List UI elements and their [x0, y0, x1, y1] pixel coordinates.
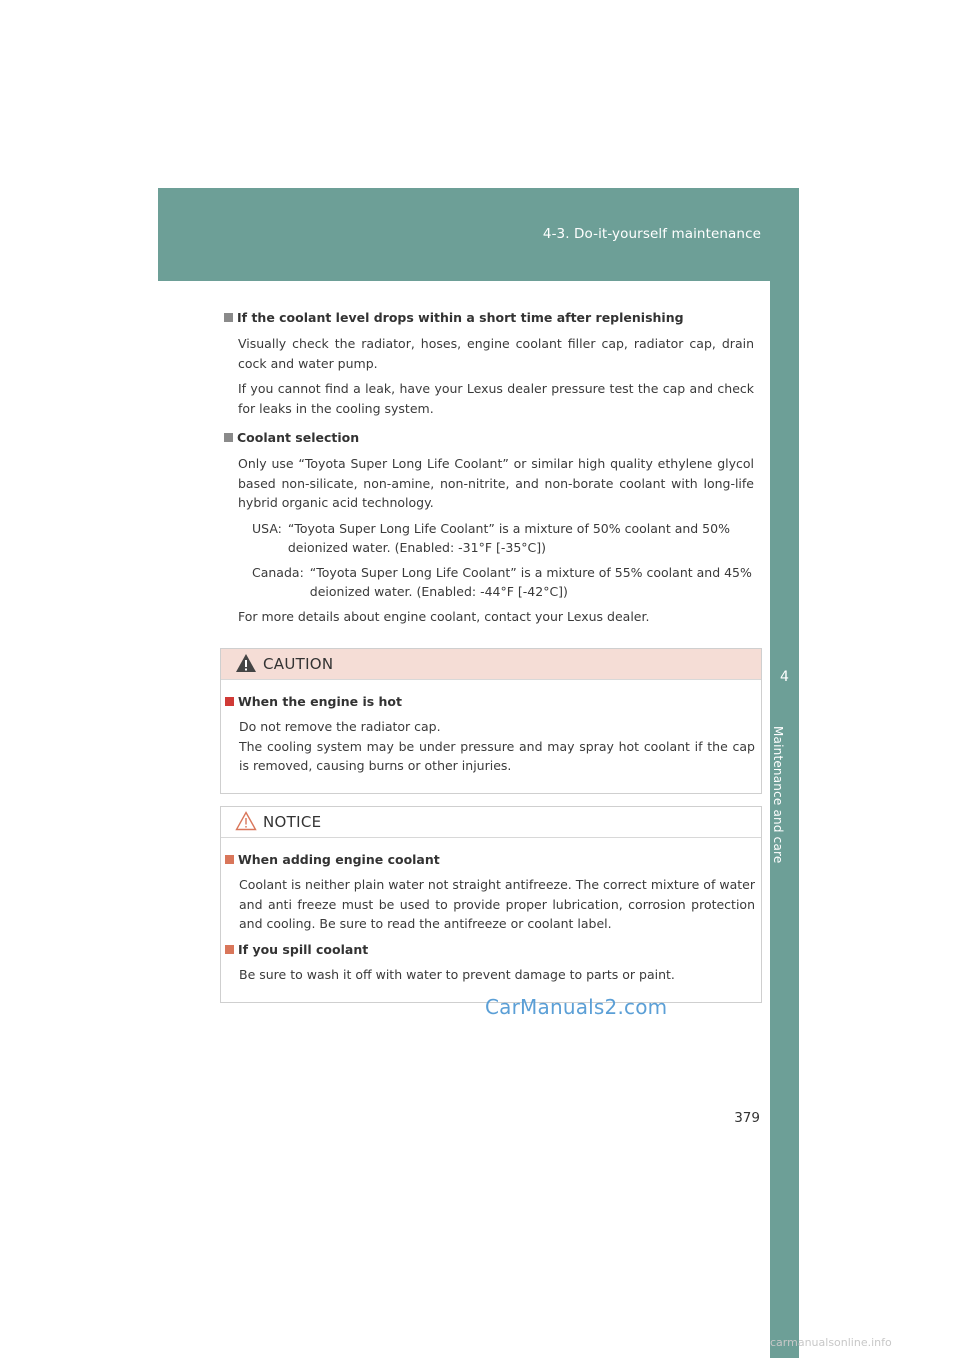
warning-triangle-icon — [235, 652, 257, 674]
footer-watermark: carmanualsonline.info — [770, 1336, 892, 1349]
warning-triangle-outline-icon — [235, 810, 257, 832]
watermark-logo: CarManuals2.com — [485, 995, 668, 1019]
caution-body — [221, 680, 761, 776]
caution-title: CAUTION — [263, 655, 334, 673]
bullet-square-icon — [225, 945, 234, 954]
notice-header — [221, 807, 761, 838]
notice-body — [221, 838, 761, 984]
chapter-number: 4 — [780, 669, 789, 685]
region-spec-usa — [252, 519, 754, 558]
section-title: 4-3. Do-it-yourself maintenance — [542, 226, 761, 242]
caution-box — [220, 648, 762, 794]
region-label: Canada: — [252, 564, 304, 580]
paragraph: Do not remove the radiator cap. — [239, 719, 441, 734]
section-heading: If the coolant level drops within a short time after replenishing — [224, 308, 754, 328]
page-number: 379 — [734, 1110, 760, 1126]
notice-title: NOTICE — [263, 813, 322, 831]
bullet-square-icon — [225, 855, 234, 864]
caution-header — [221, 649, 761, 680]
notice-heading: When adding engine coolant — [225, 850, 755, 870]
paragraph: Only use “Toyota Super Long Life Coolant” or similar high quality ethylene glycol based non-silicate, non-amine, non-nitrite, and non-borate coolant with long-life hybrid organic acid technology. — [238, 456, 754, 510]
bullet-square-icon — [224, 433, 233, 442]
notice-box — [220, 806, 762, 1003]
main-content — [224, 308, 754, 632]
region-spec-canada — [252, 563, 754, 602]
chapter-side-tab — [770, 281, 799, 1358]
paragraph: Be sure to wash it off with water to prevent damage to parts or paint. — [239, 966, 675, 982]
bullet-square-icon — [224, 313, 233, 322]
region-label: USA: — [252, 520, 282, 536]
paragraph: Coolant is neither plain water not straight antifreeze. The correct mixture of water and anti freeze must be used to provide proper lubrication, corrosion protection and cooling. Be sure to read the antifreeze or coolant label. — [239, 877, 755, 931]
caution-heading: When the engine is hot — [225, 692, 755, 712]
paragraph: Visually check the radiator, hoses, engine coolant filler cap, radiator cap, drain cock and water pump. — [238, 336, 754, 371]
region-text: “Toyota Super Long Life Coolant” is a mixture of 50% coolant and 50% deionized water. (Enabled: -31°F [-35°C]) — [287, 520, 730, 555]
paragraph: The cooling system may be under pressure and may spray hot coolant if the cap is removed, causing burns or other injuries. — [239, 738, 755, 773]
bullet-square-icon — [225, 697, 234, 706]
chapter-label: Maintenance and care — [770, 726, 785, 864]
notice-heading: If you spill coolant — [225, 940, 755, 960]
region-text: “Toyota Super Long Life Coolant” is a mixture of 55% coolant and 45% deionized water. (Enabled: -44°F [-42°C]) — [309, 564, 752, 599]
paragraph: For more details about engine coolant, contact your Lexus dealer. — [238, 608, 650, 624]
paragraph: If you cannot find a leak, have your Lexus dealer pressure test the cap and check for leaks in the cooling system. — [238, 381, 754, 416]
header-band — [158, 188, 799, 281]
section-heading: Coolant selection — [224, 428, 754, 448]
